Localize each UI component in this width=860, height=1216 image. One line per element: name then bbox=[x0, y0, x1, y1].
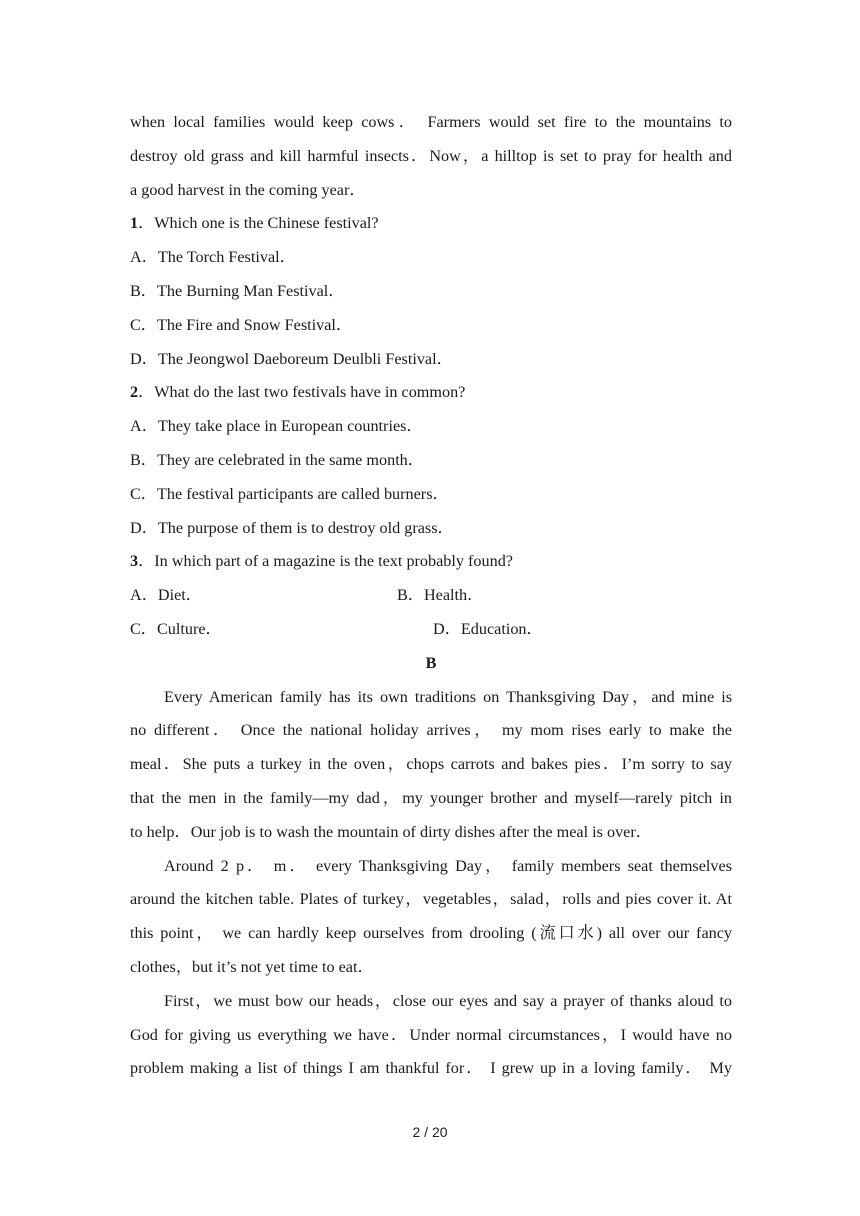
option-d: D．The purpose of them is to destroy old grass． bbox=[130, 518, 454, 537]
question-stem: ．Which one is the Chinese festival? bbox=[138, 214, 379, 233]
option-a: A．Diet． bbox=[130, 586, 202, 605]
paragraph-line: Around 2 p． m． every Thanksgiving Day， family members seat themselves bbox=[164, 856, 732, 875]
question-number: 3 bbox=[130, 552, 139, 571]
question-3 bbox=[130, 545, 732, 579]
question-1 bbox=[130, 207, 732, 241]
paragraph-line: God for giving us everything we have．Under normal circumstances，I would have no bbox=[130, 1025, 732, 1044]
paragraph-line: no different． Once the national holiday arrives， my mom rises early to make the bbox=[130, 721, 732, 740]
option-a: A．They take place in European countries． bbox=[130, 417, 423, 436]
paragraph-line: Every American family has its own traditions on Thanksgiving Day，and mine is bbox=[164, 687, 732, 706]
question-number: 2 bbox=[130, 383, 139, 402]
option-b: B．Health． bbox=[397, 586, 484, 605]
option-row bbox=[130, 613, 732, 647]
paragraph-line: problem making a list of things I am thankful for． I grew up in a loving family． My bbox=[130, 1059, 732, 1078]
question-stem: ．What do the last two festivals have in common? bbox=[138, 383, 466, 402]
paragraph-line: meal．She puts a turkey in the oven，chops carrots and bakes pies．I’m sorry to say bbox=[130, 755, 732, 774]
document-page bbox=[130, 106, 732, 1086]
paragraph-line: that the men in the family—my dad，my younger brother and myself—rarely pitch in bbox=[130, 788, 732, 807]
option-b: B．They are celebrated in the same month． bbox=[130, 450, 424, 469]
option-row bbox=[130, 579, 732, 613]
option-c: C．Culture． bbox=[130, 619, 222, 638]
paragraph-line: to help．Our job is to wash the mountain of dirty dishes after the meal is over． bbox=[130, 822, 652, 841]
option-c: C．The Fire and Snow Festival． bbox=[130, 315, 353, 334]
option-d: D．Education． bbox=[433, 619, 543, 638]
option-d: D．The Jeongwol Daeboreum Deulbli Festival． bbox=[130, 349, 453, 368]
question-2 bbox=[130, 376, 732, 410]
paragraph-line: clothes，but it’s not yet time to eat． bbox=[130, 957, 374, 976]
passage-line: when local families would keep cows． Farmers would set fire to the mountains to bbox=[130, 113, 732, 131]
section-heading: B bbox=[425, 653, 437, 672]
option-b: B．The Burning Man Festival． bbox=[130, 281, 345, 300]
paragraph-line: First，we must bow our heads，close our eyes and say a prayer of thanks aloud to bbox=[164, 991, 732, 1010]
question-number: 1 bbox=[130, 214, 139, 233]
passage-line: a good harvest in the coming year． bbox=[130, 180, 366, 199]
option-a: A．The Torch Festival． bbox=[130, 248, 296, 267]
option-c: C．The festival participants are called burners． bbox=[130, 484, 449, 503]
paragraph-line: this point， we can hardly keep ourselves from drooling (流口水) all over our fancy bbox=[130, 924, 732, 943]
passage-line: destroy old grass and kill harmful insects．Now，a hilltop is set to pray for health and bbox=[130, 146, 732, 165]
page-number: 2 / 20 bbox=[412, 1124, 448, 1140]
paragraph-line: around the kitchen table. Plates of turkey，vegetables，salad，rolls and pies cover it. At bbox=[130, 890, 732, 909]
question-stem: ．In which part of a magazine is the text probably found? bbox=[138, 552, 513, 571]
